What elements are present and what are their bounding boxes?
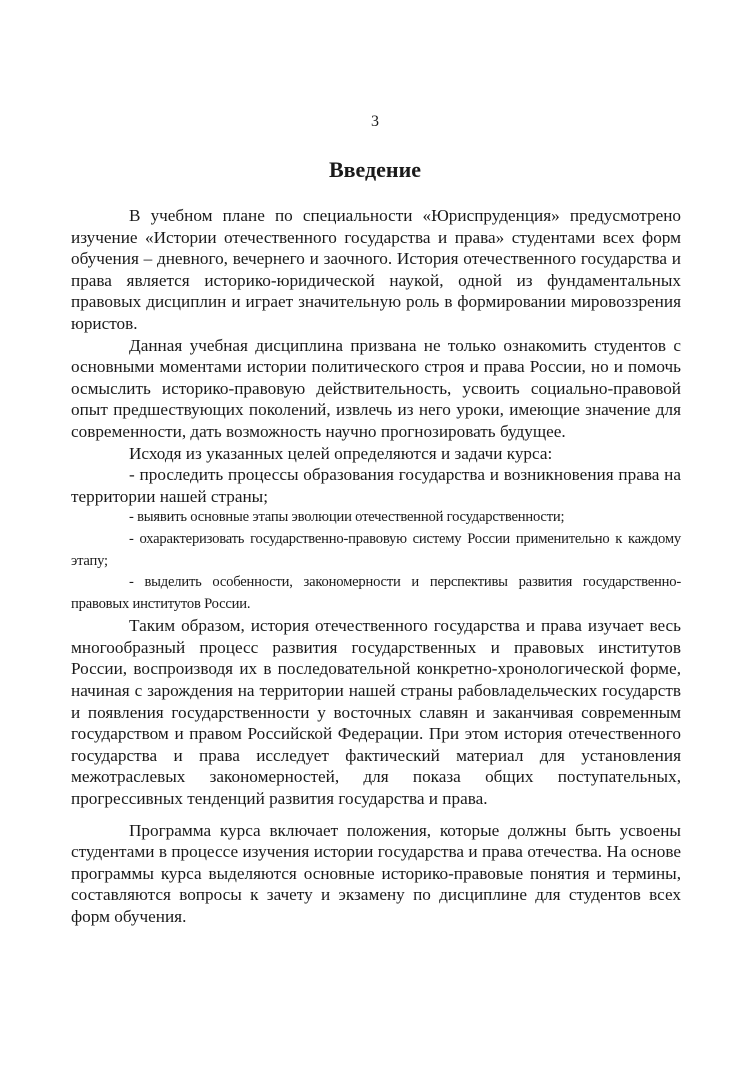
task-item: - проследить процессы образования государства и возникновения права на территории нашей страны; xyxy=(71,465,681,506)
page-number: 3 xyxy=(371,113,379,130)
task-item: - выделить особенности, закономерности и перспективы развития государственно-правовых институтов России. xyxy=(71,574,681,612)
body-text xyxy=(71,205,681,928)
paragraph-summary: Таким образом, история отечественного государства и права изучает весь многообразный процесс развития государственных и правовых институтов России, воспроизводя их в последовательной конкретно-хронологической форме, начиная с зарождения на территории нашей страны рабовладельческих государств и появления государственности у восточных славян и заканчивая современным государством и правом Российской Федерации. При этом история отечественного государства и права исследует фактический материал для установления межотраслевых закономерностей, для показа общих поступательных, прогрессивных тенденций развития государства и права. xyxy=(71,616,681,809)
paragraph-tasks-heading: Исходя из указанных целей определяются и задачи курса: xyxy=(129,443,553,463)
task-item: - охарактеризовать государственно-правовую систему России применительно к каждому этапу; xyxy=(71,530,681,569)
page-title: Введение xyxy=(328,157,422,182)
paragraph-program: Программа курса включает положения, которые должны быть усвоены студентами в процессе изучения истории государства и права отечества. На основе программы курса выделяются основные историко-правовые понятия и термины, составляются вопросы к зачету и экзамену по дисциплине для студентов всех форм обучения. xyxy=(71,820,681,926)
paragraph-purpose: Данная учебная дисциплина призвана не только ознакомить студентов с основными моментами истории политического строя и права России, но и помочь осмыслить историко-правовую действительность, усвоить социально-правовой опыт предшествующих поколений, извлечь из него уроки, имеющие значение для современности, дать возможность научно прогнозировать будущее. xyxy=(71,335,681,441)
paragraph-intro: В учебном плане по специальности «Юриспруденция» предусмотрено изучение «Истории отечественного государства и права» студентами всех форм обучения – дневного, вечернего и заочного. История отечественного государства и права является историко-юридической наукой, одной из фундаментальных правовых дисциплин и играет значительную роль в формировании мировоззрения юристов. xyxy=(71,206,681,333)
task-item: - выявить основные этапы эволюции отечественной государственности; xyxy=(129,509,565,526)
